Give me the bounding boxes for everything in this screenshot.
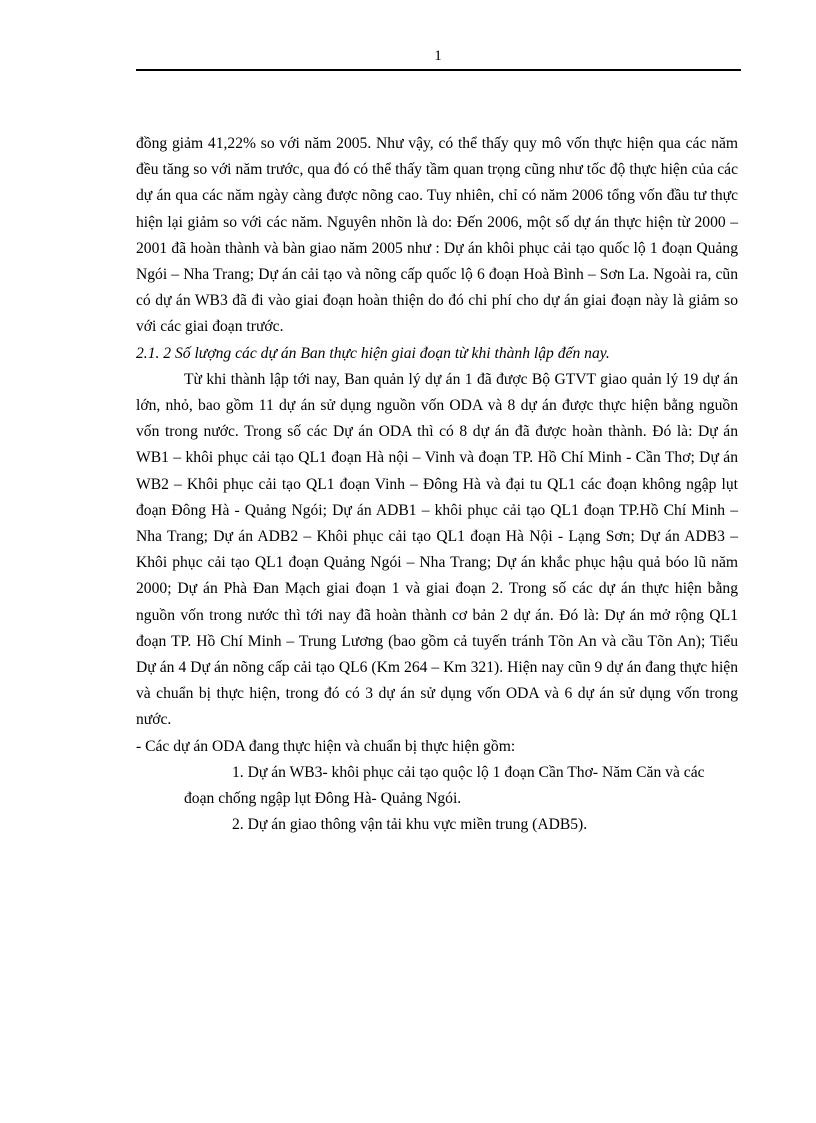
paragraph-project-count: Từ khi thành lập tới nay, Ban quản lý dự án 1 đã được Bộ GTVT giao quản lý 19 dự án lớn, nhỏ, bao gồm 11 dự án sử dụng nguồn vốn ODA và 8 dự án được thực hiện bằng nguồn vốn trong nước. Trong số các Dự án ODA thì có 8 dự án đã được hoàn thành. Đó là: Dự án WB1 – khôi phục cải tạo QL1 đoạn Hà nội – Vinh và đoạn TP. Hồ Chí Minh - Cần Thơ; Dự án WB2 – Khôi phục cải tạo QL1 đoạn Vinh – Đông Hà và đại tu QL1 các đoạn không ngập lụt đoạn Đông Hà - Quảng Ngói; Dự án ADB1 – khôi phục cải tạo QL1 đoạn TP.Hồ Chí Minh – Nha Trang; Dự án ADB2 – Khôi phục cải tạo QL1 đoạn Hà Nội - Lạng Sơn; Dự án ADB3 – Khôi phục cải tạo QL1 đoạn Quảng Ngói – Nha Trang; Dự án khắc phục hậu quả bóo lũ năm 2000; Dự án Phà Đan Mạch giai đoạn 1 và giai đoạn 2. Trong số các dự án thực hiện bằng nguồn vốn trong nước thì tới nay đã hoàn thành cơ bản 2 dự án. Đó là: Dự án mở rộng QL1 đoạn TP. Hồ Chí Minh – Trung Lương (bao gồm cả tuyến tránh Tõn An và cầu Tõn An); Tiểu Dự án 4 Dự án nõng cấp cải tạo QL6 (Km 264 – Km 321). Hiện nay cũn 9 dự án đang thực hiện và chuẩn bị thực hiện, trong đó có 3 dự án sử dụng vốn ODA và 6 dự án sử dụng vốn trong nước. [136,370,738,729]
oda-projects-intro: - Các dự án ODA đang thực hiện và chuẩn bị thực hiện gồm: [136,737,516,755]
list-item: 2. Dự án giao thông vận tải khu vực miền trung (ADB5). [232,816,588,834]
document-body [136,131,738,838]
header-rule [136,69,741,71]
list-item: 1. Dự án WB3- khôi phục cải tạo quộc lộ 1 đoạn Cần Thơ- Năm Căn và các đoạn chống ngập lụt Đông Hà- Quảng Ngói. [184,763,705,808]
page-number: 1 [434,48,442,64]
section-heading: 2.1. 2 Số lượng các dự án Ban thực hiện giai đoạn từ khi thành lập đến nay. [136,344,610,362]
paragraph-capital-trend: đồng giảm 41,22% so với năm 2005. Như vậy, có thể thấy quy mô vốn thực hiện qua các năm đều tăng so với năm trước, qua đó có thể thấy tầm quan trọng cũng như tốc độ thực hiện của các dự án qua các năm ngày càng được nõng cao. Tuy nhiên, chỉ có năm 2006 tổng vốn đầu tư thực hiện lại giảm so với các năm. Nguyên nhõn là do: Đến 2006, một số dự án thực hiện từ 2000 – 2001 đã hoàn thành và bàn giao năm 2005 như : Dự án khôi phục cải tạo quốc lộ 1 đoạn Quảng Ngói – Nha Trang; Dự án cải tạo và nõng cấp quốc lộ 6 đoạn Hoà Bình – Sơn La. Ngoài ra, cũn có dự án WB3 đã đi vào giai đoạn hoàn thiện do đó chi phí cho dự án giai đoạn này là giảm so với các giai đoạn trước. [136,135,738,336]
